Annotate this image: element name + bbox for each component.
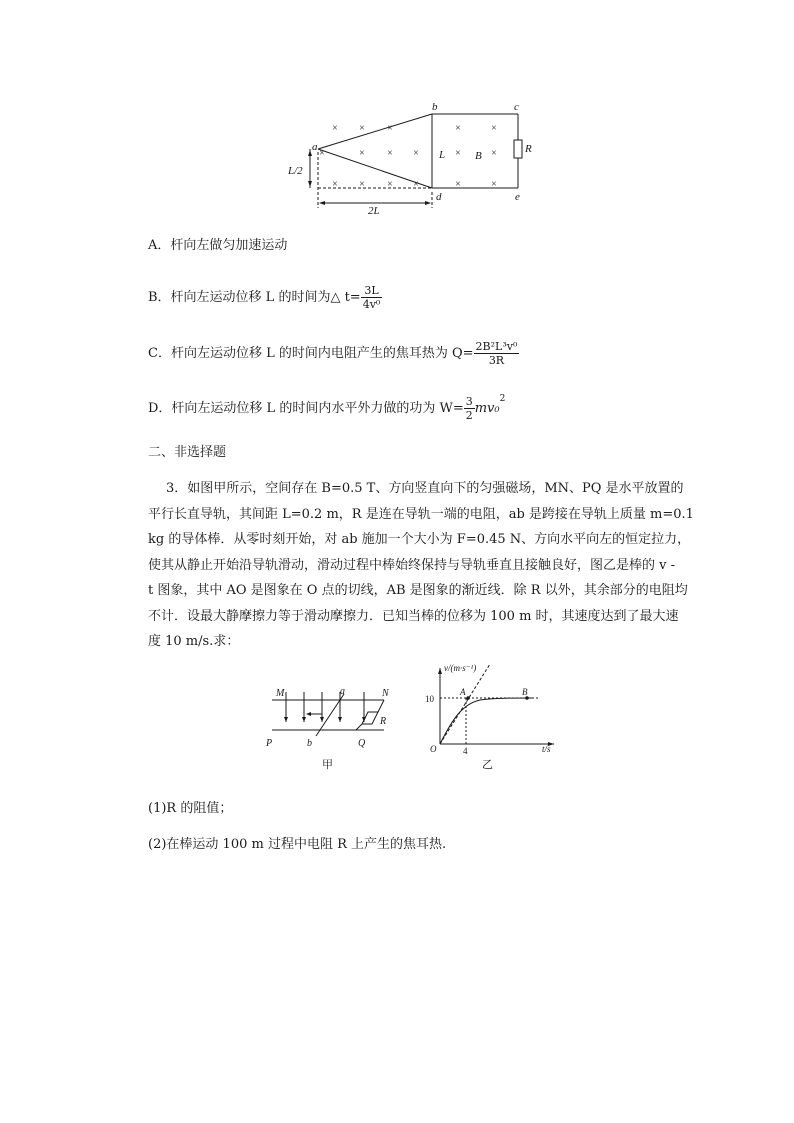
label-R: R [525, 143, 532, 155]
cross-mark: × [387, 179, 393, 190]
problem-line: 3．如图甲所示，空间存在 B=0.5 T、方向竖直向下的匀强磁场，MN、PQ 是水平放置的 [166, 481, 684, 496]
fraction-b-numerator: 3L [361, 284, 383, 298]
cross-mark: × [413, 179, 419, 190]
label-b: b [307, 738, 312, 749]
cross-mark: × [491, 123, 497, 134]
fraction-c-numerator: 2B²L³v⁰ [475, 340, 518, 353]
problem-line: kg 的导体棒．从零时刻开始，对 ab 施加一个大小为 F=0.45 N、方向水平向左的恒定拉力， [148, 532, 691, 547]
problem-line: 度 10 m/s.求： [148, 634, 240, 649]
label-M: M [276, 688, 285, 699]
x-tick-4: 4 [463, 746, 468, 756]
label-b: b [432, 101, 438, 113]
cross-mark: × [491, 148, 497, 159]
cross-mark: × [359, 123, 365, 134]
fraction-d-numerator: 3 [465, 395, 473, 408]
figure-yi-vt-graph [414, 660, 564, 774]
label-a: a [312, 141, 318, 153]
cross-mark: × [413, 148, 419, 159]
option-d-text: D．杆向左运动位移 L 的时间内水平外力做的功为 W= [148, 401, 464, 416]
problem-line: 平行长直导轨，其间距 L=0.2 m，R 是连在导轨一端的电阻，ab 是跨接在导轨上质量 m=0.1 [148, 506, 694, 522]
option-d-tail: mv₀ [474, 401, 500, 416]
cross-mark: × [455, 148, 461, 159]
y-axis-label: v/(m·s⁻¹) [444, 663, 477, 673]
label-L: L [439, 149, 446, 161]
option-d-exponent: 2 [499, 393, 506, 404]
cross-mark: × [359, 179, 365, 190]
option-b-text: B．杆向左运动位移 L 的时间为△ t= [148, 290, 361, 305]
fraction-c-denominator: 3R [488, 354, 505, 367]
option-d [148, 395, 505, 422]
problem-line: 使其从静止开始沿导轨滑动，滑动过程中棒始终保持与导轨垂直且接触良好，图乙是棒的 v - [148, 557, 676, 573]
problem-3 [148, 476, 692, 655]
option-c-text: C．杆向左运动位移 L 的时间内电阻产生的焦耳热为 Q= [148, 346, 474, 361]
x-axis-label: t/s [542, 744, 551, 754]
caption-yi: 乙 [482, 759, 493, 771]
fraction-b-denominator: 4v⁰ [362, 298, 381, 311]
fraction-c [474, 340, 520, 367]
caption-jia: 甲 [322, 759, 333, 771]
cross-mark: × [387, 123, 393, 134]
fraction-d-denominator: 2 [465, 409, 473, 422]
point-B-label: B [522, 687, 528, 697]
label-2L: 2L [368, 205, 380, 217]
question-1: (1)R 的阻值； [148, 801, 233, 816]
label-P: P [266, 738, 273, 749]
cross-mark: × [332, 123, 338, 134]
label-c: c [514, 101, 519, 113]
label-half-L: L/2 [288, 165, 303, 177]
fraction-d [464, 395, 475, 422]
origin-label: O [430, 744, 437, 754]
option-b [148, 284, 382, 311]
fraction-b [361, 284, 383, 311]
point-A-label: A [460, 687, 466, 697]
label-a: a [340, 686, 345, 697]
label-e: e [515, 191, 520, 203]
cross-mark: × [455, 123, 461, 134]
cross-mark: × [387, 148, 393, 159]
figure-jia-rails [260, 684, 400, 774]
cross-mark: × [332, 179, 338, 190]
label-Q: Q [358, 738, 366, 749]
problem-line: t 图象，其中 AO 是图象在 O 点的切线，AB 是图象的渐近线．除 R 以外，其余部分的电阻均 [148, 583, 688, 598]
option-c [148, 340, 519, 367]
label-R: R [380, 716, 387, 727]
cross-mark: × [491, 179, 497, 190]
cross-mark: × [455, 179, 461, 190]
question-2: (2)在棒运动 100 m 过程中电阻 R 上产生的焦耳热. [148, 837, 447, 852]
label-B: B [475, 150, 482, 162]
label-N: N [382, 688, 389, 699]
label-d: d [436, 191, 442, 203]
option-a: A．杆向左做匀加速运动 [148, 238, 288, 253]
problem-line: 不计．设最大静摩擦力等于滑动摩擦力．已知当棒的位移为 100 m 时，其速度达到了最大速 [148, 608, 679, 624]
section-heading: 二、非选择题 [148, 445, 227, 460]
cross-mark: × [319, 148, 325, 159]
y-tick-10: 10 [425, 694, 434, 704]
cross-mark: × [359, 148, 365, 159]
figure-rail-circuit [280, 100, 540, 218]
